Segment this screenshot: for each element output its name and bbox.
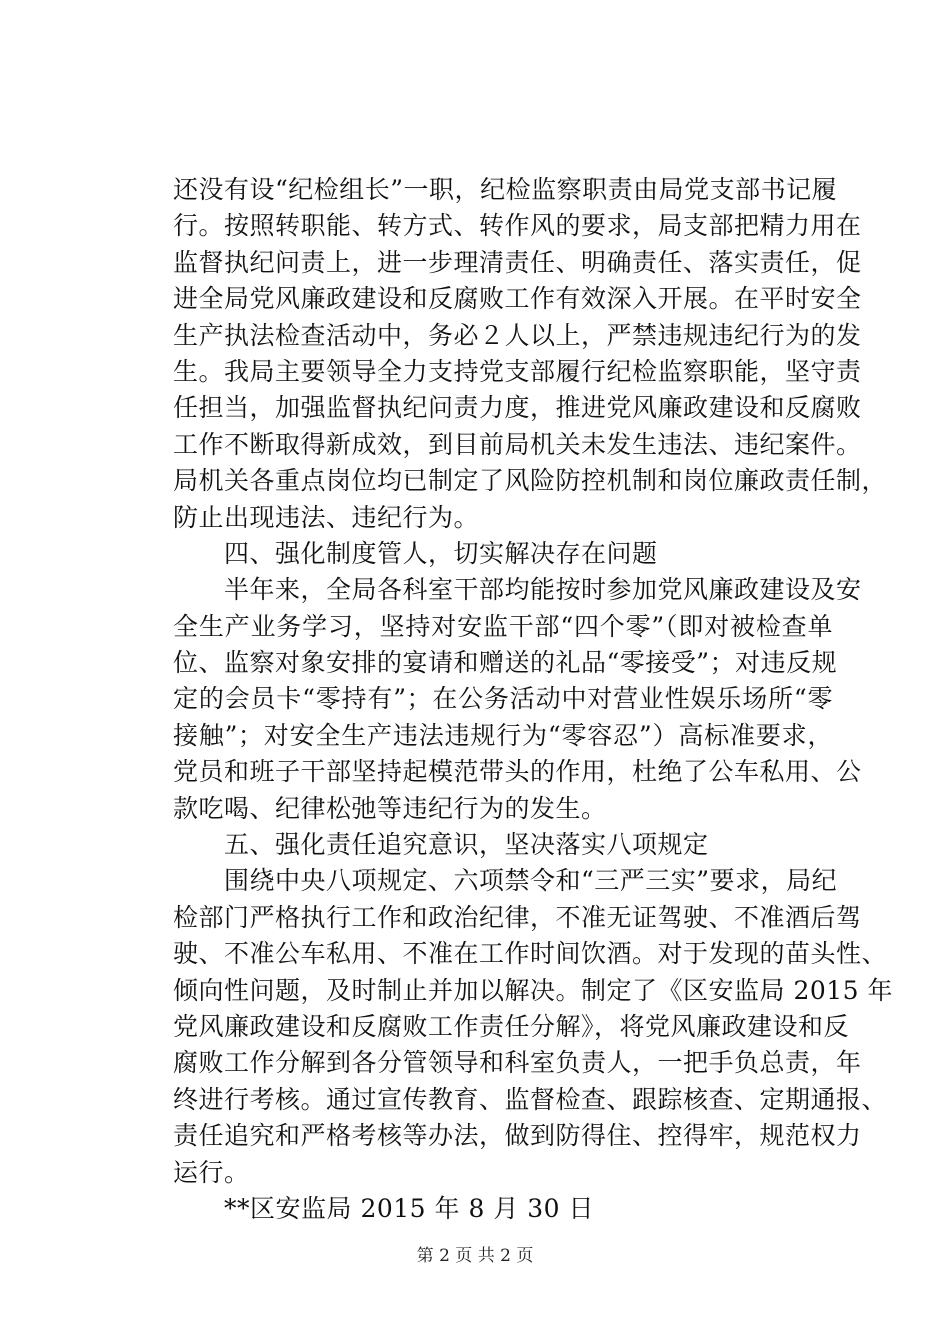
text-line: 驶、不准公车私用、不准在工作时间饮酒。对于发现的苗头性、 bbox=[173, 939, 888, 969]
text-line: 局机关各重点岗位均已制定了风险防控机制和岗位廉政责任制， bbox=[173, 466, 888, 496]
text-line: 终进行考核。通过宣传教育、监督检查、跟踪核查、定期通报、 bbox=[173, 1084, 888, 1114]
page-footer: 第 2 页 共 2 页 bbox=[416, 1246, 534, 1266]
text-line: 责任追究和严格考核等办法，做到防得住、控得牢，规范权力 bbox=[173, 1121, 862, 1151]
text-line: 款吃喝、纪律松弛等违纪行为的发生。 bbox=[173, 793, 607, 823]
text-line: 行。按照转职能、转方式、转作风的要求，局支部把精力用在 bbox=[173, 211, 862, 241]
text-line: 腐败工作分解到各分管领导和科室负责人，一把手负总责，年 bbox=[173, 1048, 862, 1078]
text-line: 五、强化责任追究意识，坚决落实八项规定 bbox=[173, 830, 709, 860]
text-line: 监督执纪问责上，进一步理清责任、明确责任、落实责任，促 bbox=[173, 247, 862, 277]
text-line: 还没有设“纪检组长”一职，纪检监察职责由局党支部书记履 bbox=[173, 175, 838, 204]
text-line: 倾向性问题，及时制止并加以解决。制定了《区安监局 2015 年 bbox=[173, 975, 894, 1005]
text-line: 党员和班子干部坚持起模范带头的作用，杜绝了公车私用、公 bbox=[173, 757, 862, 787]
text-line: 生。我局主要领导全力支持党支部履行纪检监察职能，坚守责 bbox=[173, 356, 862, 386]
text-line: 全生产业务学习，坚持对安监干部“四个零”（即对被检查单 bbox=[173, 611, 833, 641]
text-line: 进全局党风廉政建设和反腐败工作有效深入开展。在平时安全 bbox=[173, 284, 862, 314]
text-line: **区安监局 2015 年 8 月 30 日 bbox=[173, 1193, 595, 1223]
document-body bbox=[173, 172, 894, 1227]
text-line: 位、监察对象安排的宴请和赠送的礼品“零接受”；对违反规 bbox=[173, 648, 838, 678]
text-line: 接触”；对安全生产违法违规行为“零容忍”）高标准要求， bbox=[173, 720, 833, 750]
text-line: 检部门严格执行工作和政治纪律，不准无证驾驶、不准酒后驾 bbox=[173, 902, 862, 932]
text-line: 围绕中央八项规定、六项禁令和“三严三实”要求，局纪 bbox=[173, 866, 838, 896]
text-line: 四、强化制度管人，切实解决存在问题 bbox=[173, 538, 658, 568]
text-line: 半年来，全局各科室干部均能按时参加党风廉政建设及安 bbox=[173, 575, 862, 605]
text-line: 生产执法检查活动中，务必２人以上，严禁违规违纪行为的发 bbox=[173, 320, 862, 350]
text-line: 防止出现违法、违纪行为。 bbox=[173, 502, 480, 532]
text-line: 工作不断取得新成效，到目前局机关未发生违法、违纪案件。 bbox=[173, 429, 862, 459]
text-line: 党风廉政建设和反腐败工作责任分解》，将党风廉政建设和反 bbox=[173, 1011, 850, 1041]
text-line: 定的会员卡“零持有”；在公务活动中对营业性娱乐场所“零 bbox=[173, 684, 833, 714]
text-line: 运行。 bbox=[173, 1157, 250, 1187]
text-line: 任担当，加强监督执纪问责力度，推进党风廉政建设和反腐败 bbox=[173, 393, 862, 423]
